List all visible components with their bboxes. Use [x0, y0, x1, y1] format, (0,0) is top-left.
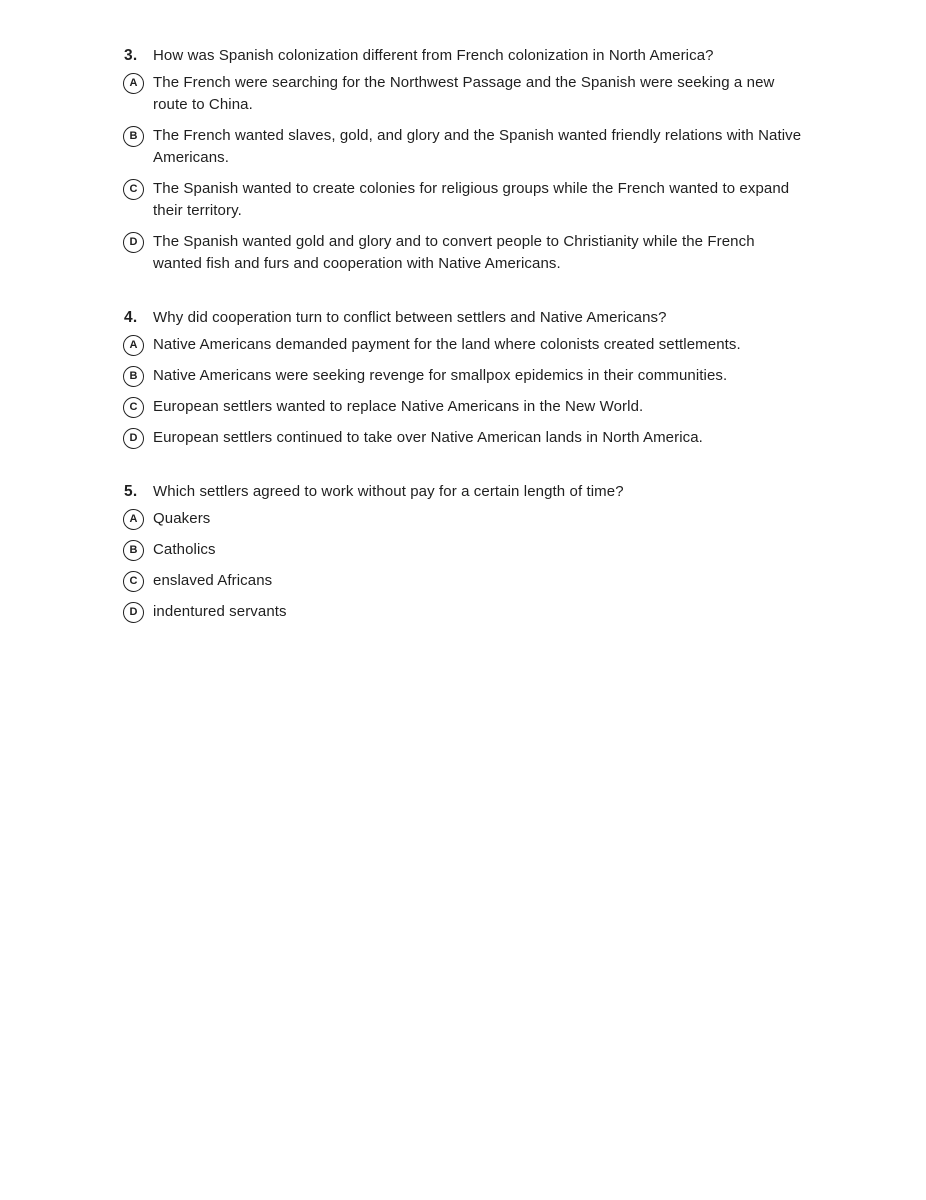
question [123, 45, 926, 275]
question-text: Which settlers agreed to work without pay for a certain length of time? [153, 483, 624, 500]
option-gutter [123, 570, 153, 592]
answer-option[interactable] [123, 396, 926, 418]
option-letter: D [129, 432, 138, 444]
question-number: 5. [124, 483, 138, 500]
option-gutter [123, 334, 153, 356]
option-letter: B [129, 130, 138, 142]
option-gutter [123, 396, 153, 418]
answer-option[interactable] [123, 570, 926, 592]
question-number: 3. [124, 47, 138, 64]
option-letter-badge[interactable] [123, 571, 144, 592]
option-text: European settlers wanted to replace Native Americans in the New World. [153, 398, 644, 415]
option-text: Catholics [153, 541, 216, 558]
options-list [123, 72, 926, 275]
option-text: The French were searching for the Northwest Passage and the Spanish were seeking a new route to China. [153, 74, 775, 113]
option-letter-badge[interactable] [123, 428, 144, 449]
option-letter: A [129, 513, 138, 525]
option-gutter [123, 365, 153, 387]
answer-option[interactable] [123, 72, 926, 116]
answer-option[interactable] [123, 178, 926, 222]
option-gutter [123, 125, 153, 147]
option-letter: B [129, 370, 138, 382]
option-text: The Spanish wanted gold and glory and to convert people to Christianity while the French wanted fish and furs and cooperation with Native Americans. [153, 233, 755, 272]
question-text: Why did cooperation turn to conflict between settlers and Native Americans? [153, 309, 667, 326]
answer-option[interactable] [123, 601, 926, 623]
option-letter-badge[interactable] [123, 366, 144, 387]
questions-list [123, 45, 926, 623]
option-letter-badge[interactable] [123, 540, 144, 561]
question-text: How was Spanish colonization different from French colonization in North America? [153, 47, 714, 64]
question-number: 4. [124, 309, 138, 326]
options-list [123, 508, 926, 623]
option-gutter [123, 231, 153, 253]
option-text: enslaved Africans [153, 572, 273, 589]
option-letter: A [129, 339, 138, 351]
option-letter-badge[interactable] [123, 73, 144, 94]
question-number-gutter [123, 307, 153, 329]
question-header [123, 481, 926, 503]
option-text: indentured servants [153, 603, 287, 620]
option-letter: A [129, 77, 138, 89]
question-number-gutter [123, 481, 153, 503]
option-letter: B [129, 544, 138, 556]
answer-option[interactable] [123, 427, 926, 449]
option-text: Quakers [153, 510, 211, 527]
option-letter: D [129, 606, 138, 618]
option-letter: D [129, 236, 138, 248]
option-gutter [123, 427, 153, 449]
answer-option[interactable] [123, 365, 926, 387]
option-text: European settlers continued to take over Native American lands in North America. [153, 429, 703, 446]
answer-option[interactable] [123, 125, 926, 169]
option-text: Native Americans demanded payment for the land where colonists created settlements. [153, 336, 741, 353]
option-letter: C [129, 183, 138, 195]
answer-option[interactable] [123, 334, 926, 356]
option-gutter [123, 178, 153, 200]
option-letter-badge[interactable] [123, 509, 144, 530]
option-letter-badge[interactable] [123, 602, 144, 623]
question [123, 307, 926, 449]
option-text: Native Americans were seeking revenge for smallpox epidemics in their communities. [153, 367, 728, 384]
option-text: The French wanted slaves, gold, and glory and the Spanish wanted friendly relations with Native Americans. [153, 127, 802, 166]
option-letter-badge[interactable] [123, 232, 144, 253]
question-number-gutter [123, 45, 153, 67]
option-letter-badge[interactable] [123, 397, 144, 418]
option-letter-badge[interactable] [123, 126, 144, 147]
option-gutter [123, 72, 153, 94]
question-header [123, 45, 926, 67]
answer-option[interactable] [123, 508, 926, 530]
option-letter: C [129, 575, 138, 587]
option-gutter [123, 508, 153, 530]
question-header [123, 307, 926, 329]
option-letter-badge[interactable] [123, 179, 144, 200]
question [123, 481, 926, 623]
option-gutter [123, 601, 153, 623]
option-gutter [123, 539, 153, 561]
answer-option[interactable] [123, 539, 926, 561]
option-letter: C [129, 401, 138, 413]
option-letter-badge[interactable] [123, 335, 144, 356]
option-text: The Spanish wanted to create colonies for religious groups while the French wanted to expand their territory. [153, 180, 790, 219]
options-list [123, 334, 926, 449]
answer-option[interactable] [123, 231, 926, 275]
